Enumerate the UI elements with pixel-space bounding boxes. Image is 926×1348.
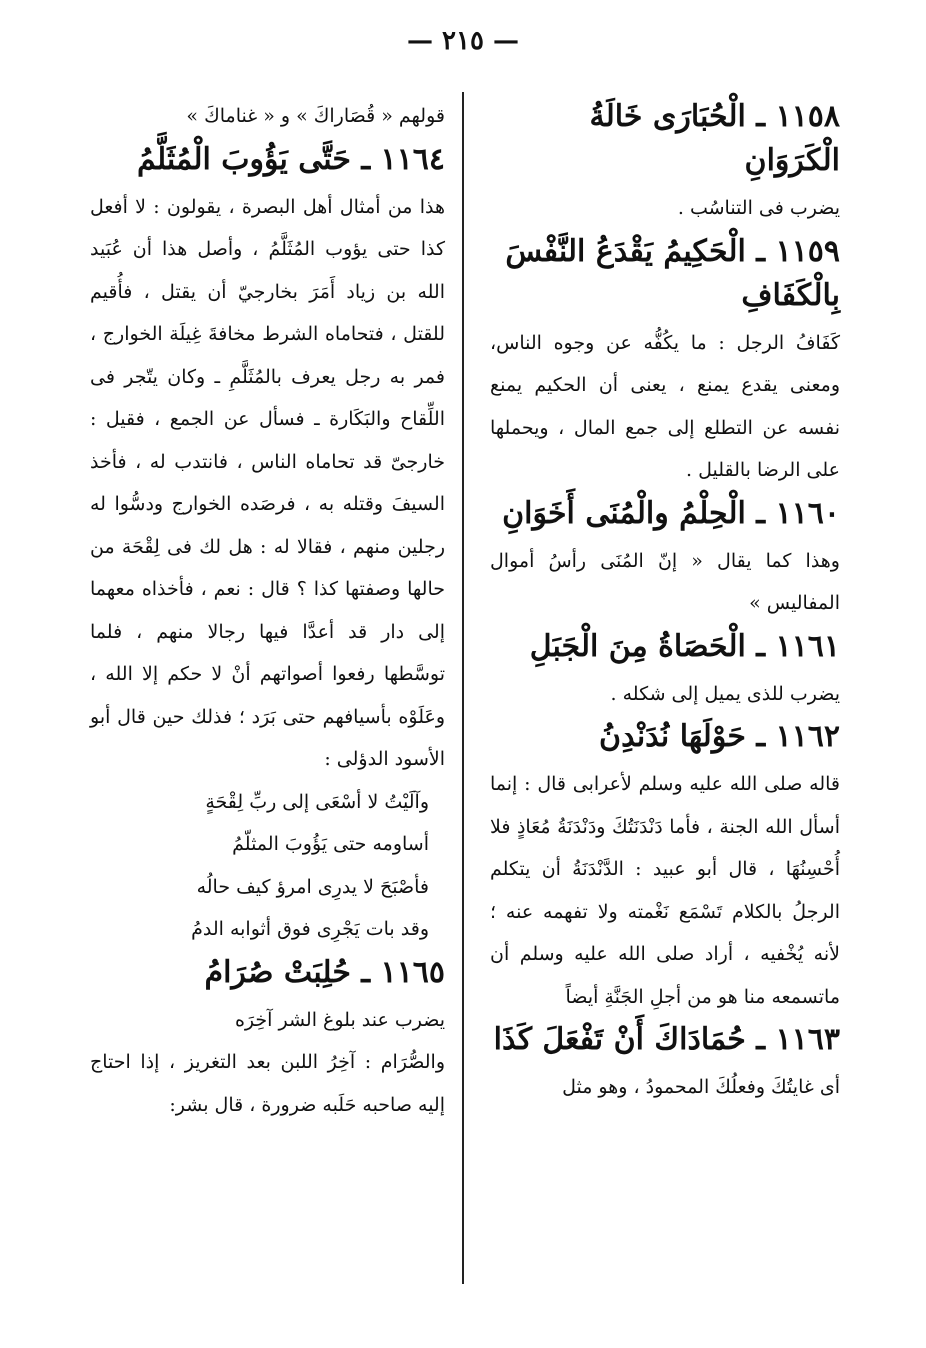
left-column	[90, 95, 445, 1126]
page-number: — ٢١٥ —	[406, 26, 520, 56]
proverb-heading-1165: ١١٦٥ ـ حُلِبَتْ صُرَامُ	[204, 954, 445, 990]
poem-verse: أساومه حتى يَؤُوبَ المثلّمُ	[232, 833, 429, 855]
proverb-heading-1161: ١١٦١ ـ الْحَصَاةُ مِنَ الْجَبَلِ	[529, 628, 840, 664]
proverb-heading-1164: ١١٦٤ ـ حَتَّى يَؤُوبَ الْمُثَلَّمُ	[137, 141, 445, 177]
proverb-text: قاله صلى الله عليه وسلم لأعرابى قال : إنما أسأل الله الجنة ، فأما دَنْدَنَتُكَ ودَنْدَنَةُ مُعَاذٍ فلا أُحْسِنُهَا ، قال أبو عبيد : الدَّنْدَنَةُ أن يتكلم الرجلُ بالكلام تَسْمَع نَغْمته ولا تفهمه عنه ؛ لأنه يُخْفيه ، أراد صلى الله عليه وسلم أن ماتسمعه منا هو من أجلِ الجَنَّةِ أيضاً	[490, 773, 840, 1008]
proverb-heading-1159: ١١٥٩ ـ الْحَكِيمُ يَقْدَعُ النَّفْسَ بِالْكَفَافِ	[505, 233, 840, 313]
poem-verse: فأصْبَحَ لا يدرِى امرؤ كيف حالُه	[196, 875, 429, 898]
proverb-heading-1158: ١١٥٨ ـ الْحُبَارَى خَالَةُ الْكَرَوَانِ	[589, 99, 840, 178]
poem-verse: وآلَيْتُ لا أسْعَى إلى ربِّ لِقْحَةٍ	[205, 790, 429, 813]
right-column	[490, 95, 840, 1109]
proverb-text: أى غايتُكَ وفعلُكَ المحمودُ ، وهو مثل	[562, 1076, 840, 1098]
proverb-text: والصُّرَام : آخِرُ اللبن بعد التغريز ، إذا احتاج إليه صاحبه حَلَبه ضرورة ، قال بشر:	[90, 1051, 445, 1116]
proverb-heading-1160: ١١٦٠ ـ الْحِلْمُ والْمُنَى أَخَوَانِ	[502, 495, 840, 531]
column-divider	[462, 92, 464, 1284]
proverb-text: قولهم « قُصَاراكَ » و « غناماكَ »	[186, 105, 445, 127]
proverb-text: كَفَافُ الرجل : ما يكُفُّه عن وجوه الناس، ومعنى يقدع يمنع ، يعنى أن الحكيم يمنع نفسه عن التطلع إلى جمع المال ، ويحملها على الرضا بالقليل .	[490, 331, 840, 481]
proverb-text: يضرب للذى يميل إلى شكله .	[610, 682, 840, 705]
poem-verse: وقد بات يَجْرِى فوق أثوابه الدمُ	[191, 918, 429, 940]
proverb-heading-1162: ١١٦٢ ـ حَوْلَهَا نُدَنْدِنُ	[599, 719, 840, 754]
proverb-heading-1163: ١١٦٣ ـ حُمَادَاكَ أَنْ تَفْعَلَ كَذَا	[493, 1022, 840, 1057]
proverb-text: وهذا كما يقال « إنّ المُنَى رأسُ أموال المفاليس »	[490, 549, 840, 614]
proverb-text: يضرب فى التناسُب .	[677, 197, 840, 219]
proverb-text: يضرب عند بلوغ الشر آخِرَه	[234, 1008, 445, 1031]
proverb-text: هذا من أمثال أهل البصرة ، يقولون : لا أفعل كذا حتى يؤوب المُثَلَّمُ ، وأصل هذا أن عُبَيد الله بن زياد أَمَرَ بخارجيّ أن يقتل ، فأُقيم للقتل ، فتحاماه الشرط مخافةَ غِيلَة الخوارج ، فمر به رجل يعرف بالمُثَلَّمِ ـ وكان يتّجر فى اللِّقاح والبَكَارة ـ فسأل عن الجمع ، فقيل : خارجىّ قد تحاماه الناس ، فانتدب له ، فأخذ السيفَ وقتله به ، فرصَده الخوارج ودسُّوا له رجلين منهم ، فقالا له : هل لك فى لِقْحَة من حالها وصفتها كذا ؟ قال : نعم ، فأخذاه معهما إلى دار قد أعدَّا فيها رجالا منهم ، فلما توسَّطها رفعوا أصواتهم أنْ لا حكم إلا الله ، وعَلَوْه بأسيافهم حتى بَرَد ؛ فذلك حين قال أبو الأسود الدؤلى :	[90, 195, 445, 770]
